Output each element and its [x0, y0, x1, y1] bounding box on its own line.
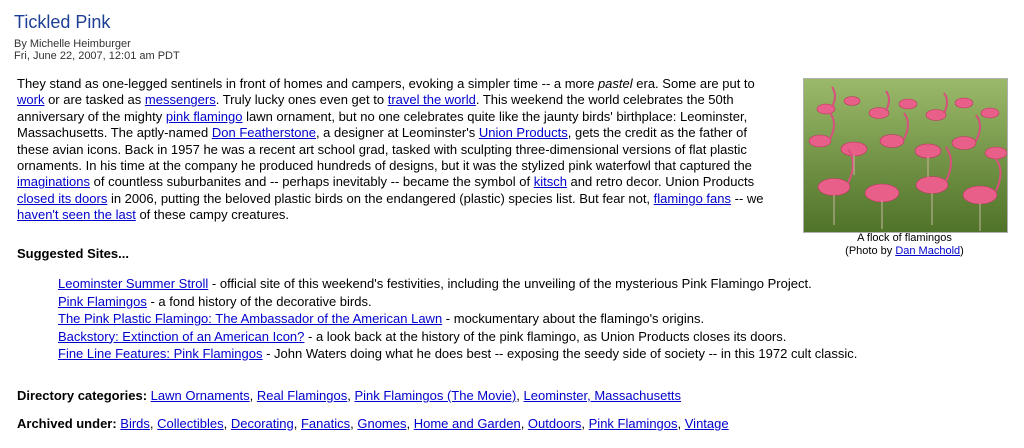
credit-suffix: )	[960, 244, 964, 257]
body-text: of these campy creatures.	[135, 207, 290, 223]
separator: ,	[293, 416, 301, 431]
author: By Michelle Heimburger	[14, 38, 131, 50]
link-messengers[interactable]: messengers	[144, 92, 216, 108]
separator: ,	[347, 388, 355, 403]
archive-link[interactable]: Vintage	[684, 416, 729, 431]
suggested-link[interactable]: The Pink Plastic Flamingo: The Ambassador of the American Lawn	[58, 311, 443, 326]
body-text: or are tasked as	[44, 92, 145, 108]
list-item	[58, 310, 857, 328]
caption-text: A flock of flamingos	[857, 232, 952, 244]
archive-link[interactable]: Gnomes	[357, 416, 407, 431]
archive-link[interactable]: Fanatics	[300, 416, 351, 431]
archived-under	[17, 416, 729, 432]
body-text: lawn ornament, but no one celebrates quite like the jaunty birds' birthplace: Leominster, Massachusetts. The aptly-named	[17, 108, 748, 141]
article-body	[17, 76, 777, 224]
link-photographer[interactable]: Dan Machold	[895, 244, 961, 257]
suggested-desc: - mockumentary about the flamingo's origins.	[442, 311, 705, 326]
separator: ,	[149, 416, 158, 431]
suggested-sites-heading: Suggested Sites...	[17, 246, 129, 261]
category-link[interactable]: Pink Flamingos (The Movie)	[354, 388, 517, 403]
separator: ,	[249, 388, 257, 403]
suggested-desc: - official site of this weekend's festivities, including the unveiling of the mysterious Pink Flamingo Project.	[208, 276, 812, 291]
link-union-products[interactable]: Union Products	[478, 125, 568, 141]
flamingo-photo[interactable]	[803, 78, 1008, 233]
publish-date: Fri, June 22, 2007, 12:01 am PDT	[14, 50, 180, 62]
credit-prefix: (Photo by	[845, 244, 896, 257]
link-flamingo-fans[interactable]: flamingo fans	[653, 190, 731, 206]
list-item	[58, 345, 857, 363]
separator: ,	[677, 416, 685, 431]
article-title: Tickled Pink	[14, 12, 111, 32]
separator: ,	[223, 416, 231, 431]
link-imaginations[interactable]: imaginations	[17, 174, 90, 190]
separator: ,	[406, 416, 414, 431]
body-text: of countless suburbanites and -- perhaps inevitably -- became the symbol of	[90, 174, 534, 190]
link-pink-flamingo[interactable]: pink flamingo	[165, 108, 243, 124]
suggested-desc: - a fond history of the decorative birds.	[146, 293, 372, 309]
suggested-desc: - a look back at the history of the pink flamingo, as Union Products closes its doors.	[304, 328, 787, 344]
body-text: , gets the credit as the father of these avian icons. Back in 1957 he was a recent art school grad, tasked with sculpting three-dimensional versions of flat plastic ornaments. In his time at the company he produced hundreds of designs, but it was the stylized pink waterfowl that captured the	[17, 125, 752, 174]
archived-label: Archived under:	[17, 416, 121, 431]
body-text: , a designer at Leominster's	[315, 125, 479, 141]
suggested-link[interactable]: Fine Line Features: Pink Flamingos	[58, 346, 263, 361]
separator: ,	[520, 416, 528, 431]
suggested-link[interactable]: Backstory: Extinction of an American Icon?	[58, 328, 305, 344]
body-text: in 2006, putting the beloved plastic birds on the endangered (plastic) species list. But fear not,	[107, 190, 654, 206]
archive-link[interactable]: Decorating	[230, 416, 294, 431]
separator: ,	[350, 416, 358, 431]
link-don-featherstone[interactable]: Don Featherstone	[211, 125, 316, 141]
body-text: They stand as one-legged sentinels in front of homes and campers, evoking a simpler time -- a more	[17, 76, 598, 91]
link-travel-the-world[interactable]: travel the world	[387, 92, 476, 108]
suggested-desc: - John Waters doing what he does best -- exposing the seedy side of society -- in this 1972 cult classic.	[262, 346, 858, 361]
flamingo-photo-image	[804, 79, 1007, 232]
separator: ,	[581, 416, 589, 431]
suggested-link[interactable]: Pink Flamingos	[58, 293, 147, 309]
body-text: and retro decor. Union Products	[566, 174, 755, 190]
body-emphasis: pastel	[597, 76, 633, 91]
archive-link[interactable]: Outdoors	[527, 416, 582, 431]
archive-link[interactable]: Collectibles	[157, 416, 224, 431]
category-link[interactable]: Lawn Ornaments	[150, 388, 250, 403]
body-text: . This weekend the world celebrates the 50th anniversary of the mighty	[17, 92, 734, 124]
archive-link[interactable]: Pink Flamingos	[588, 416, 678, 431]
directory-categories	[17, 388, 681, 404]
category-link[interactable]: Leominster, Massachusetts	[523, 388, 682, 403]
link-work[interactable]: work	[17, 92, 45, 108]
link-havent-seen-the-last[interactable]: haven't seen the last	[17, 207, 136, 223]
byline	[14, 38, 180, 62]
suggested-sites-list	[58, 275, 857, 363]
body-text: era. Some are put to	[632, 76, 755, 91]
photo-credit	[803, 245, 1006, 258]
body-text: -- we	[731, 190, 764, 206]
separator: ,	[516, 388, 524, 403]
photo-caption	[803, 232, 1006, 257]
list-item	[58, 328, 857, 346]
suggested-link[interactable]: Leominster Summer Stroll	[58, 276, 209, 291]
body-text: . Truly lucky ones even get to	[215, 92, 388, 108]
archive-link[interactable]: Home and Garden	[413, 416, 521, 431]
link-kitsch[interactable]: kitsch	[533, 174, 567, 190]
directory-label: Directory categories:	[17, 388, 151, 403]
list-item	[58, 275, 857, 293]
link-closed-its-doors[interactable]: closed its doors	[17, 190, 108, 206]
list-item	[58, 293, 857, 311]
category-link[interactable]: Real Flamingos	[256, 388, 348, 403]
archive-link[interactable]: Birds	[120, 416, 150, 431]
